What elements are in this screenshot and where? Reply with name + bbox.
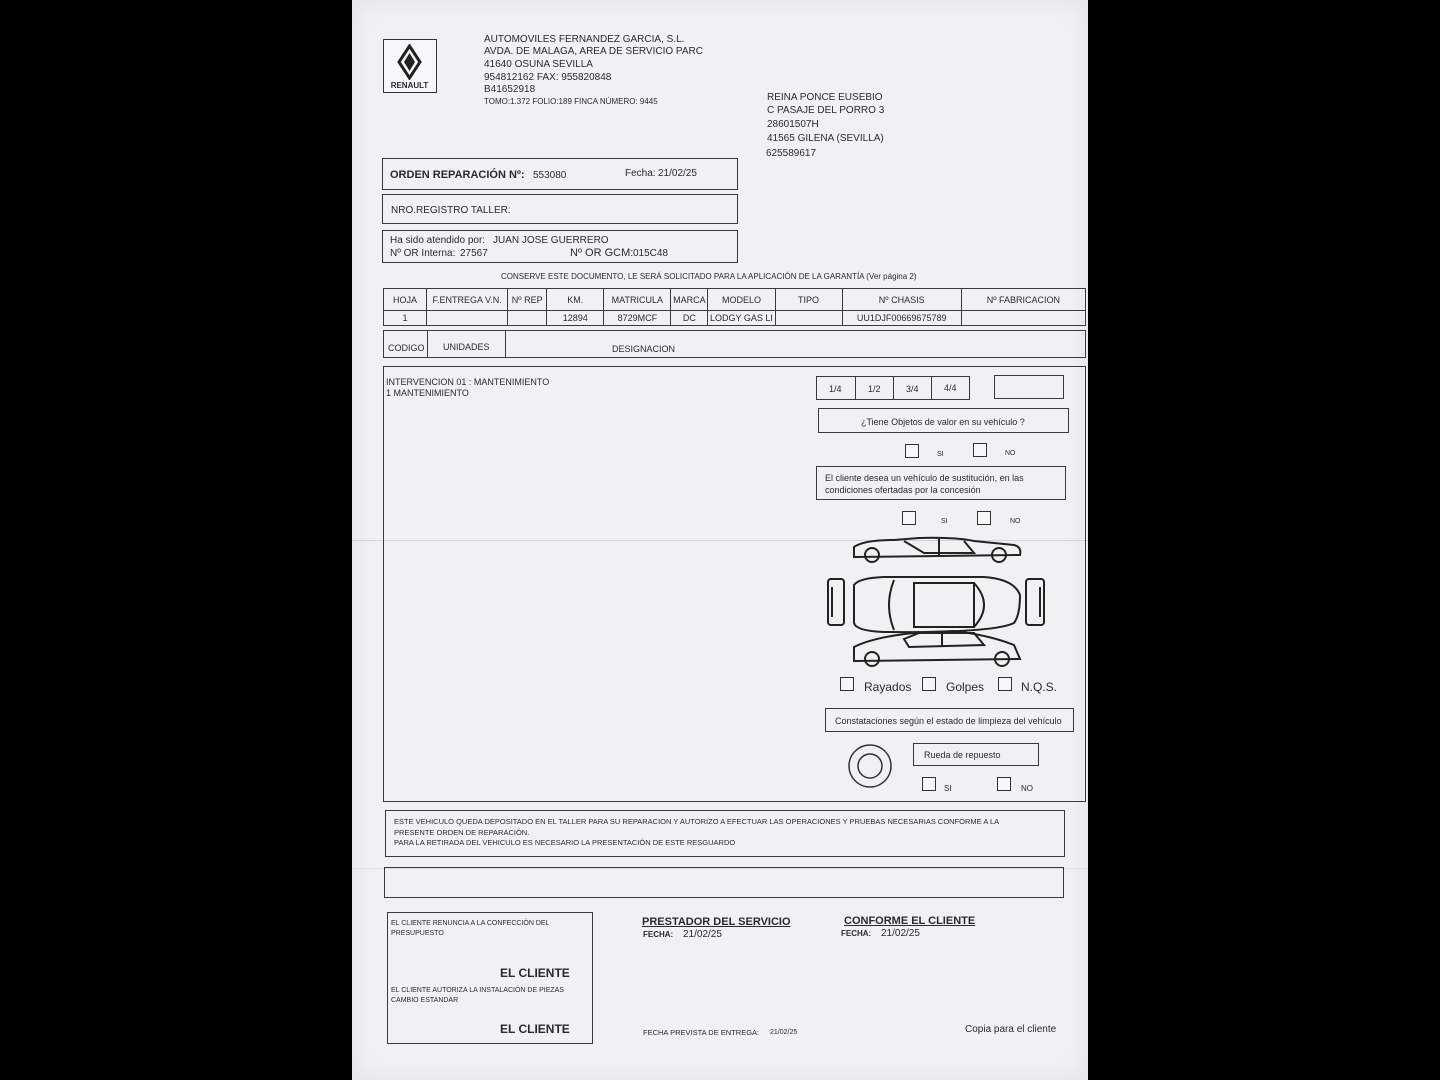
fuel-level-box [816,376,970,400]
cell-chasis: UU1DJF00669675789 [842,311,961,326]
delivery-label: FECHA PREVISTA DE ENTREGA: [643,1028,760,1037]
order-date: 21/02/25 [658,168,697,179]
header-km: KM. [547,289,604,311]
fuel-quarter[interactable]: 1/4 [829,384,842,394]
company-name: AUTOMOVILES FERNANDEZ GARCIA, S.L. [484,34,685,45]
scratches-label: Rayados [864,680,912,694]
spare-wheel-no-checkbox[interactable] [997,777,1011,791]
header-chasis: Nº CHASIS [842,289,961,311]
company-cif: B41652918 [484,84,536,95]
renounce-line1: EL CLIENTE RENUNCIA A LA CONFECCIÓN DEL [391,920,550,927]
cell-marca: DC [671,311,708,326]
provider-title: PRESTADOR DEL SERVICIO [642,916,791,928]
cell-modelo: LODGY GAS LI [708,311,775,326]
header-hoja: HOJA [384,289,427,311]
internal-label: Nº OR Interna: [390,248,456,259]
header-marca: MARCA [671,289,708,311]
valuables-box [818,408,1069,433]
cleanliness-label: Constataciones según el estado de limpieza del vehículo [835,716,1062,726]
spare-wheel-label: Rueda de repuesto [924,750,1001,760]
order-box [382,158,738,190]
valuables-no-label: NO [1005,450,1016,457]
client-city: 41565 GILENA (SEVILLA) [767,133,884,144]
cell-rep [508,311,547,326]
intervention-line1: INTERVENCION 01 : MANTENIMIENTO [386,377,550,387]
spare-wheel-no-label: NO [1021,784,1033,793]
cell-km: 12894 [547,311,604,326]
cell-hoja: 1 [384,311,427,326]
deposit-line3: PARA LA RETIRADA DEL VEHICULO ES NECESARIO LA PRESENTACIÓN DE ESTE RESGUARDO [394,838,736,847]
cell-tipo [775,311,842,326]
copy-label: Copia para el cliente [965,1024,1057,1035]
spare-wheel-yes-checkbox[interactable] [922,777,936,791]
substitute-line2: condiciones ofertadas por la concesión [825,485,981,495]
attended-label: Ha sido atendido por: [390,235,486,246]
repair-order-document [352,0,1088,1080]
cell-entrega [427,311,508,326]
spare-wheel-box [913,743,1039,766]
header-entrega: F.ENTREGA V.N. [427,289,508,311]
intervention-line2: 1 MANTENIMIENTO [386,388,469,398]
warranty-note: CONSERVE ESTE DOCUMENTO, LE SERÁ SOLICITADO PARA LA APLICACIÓN DE LA GARANTÍA (Ver página 2) [501,272,917,281]
order-date-label: Fecha: [625,168,656,179]
gcm-label: Nº OR GCM: [570,247,634,259]
wheel-icon [846,742,894,790]
renault-logo [383,39,437,93]
header-designacion: DESIGNACION [612,344,676,354]
fuel-half[interactable]: 1/2 [868,384,881,394]
authorize-line1: EL CLIENTE AUTORIZA LA INSTALACIÓN DE PIEZAS [391,987,564,994]
logo-brand-text: RENAULT [390,81,429,90]
left-margin [0,0,352,1080]
valuables-question: ¿Tiene Objetos de valor en su vehículo ? [861,417,1025,427]
header-matricula: MATRICULA [604,289,671,311]
client-id: 28601507H [767,119,819,130]
valuables-yes-checkbox[interactable] [905,444,919,458]
valuables-yes-label: SI [937,451,944,458]
authorize-client-signature: EL CLIENTE [500,1022,570,1036]
company-city: 41640 OSUNA SEVILLA [484,59,593,70]
provider-date: 21/02/25 [683,929,722,940]
client-name: REINA PONCE EUSEBIO [767,92,883,103]
fuel-three-quarters[interactable]: 3/4 [906,384,919,394]
renounce-box [387,912,593,1044]
provider-date-label: FECHA: [643,930,674,939]
blank-field [994,375,1064,399]
diamond-icon [384,44,435,80]
dents-label: Golpes [946,680,985,694]
delivery-date: 21/02/25 [770,1029,798,1036]
header-tipo: TIPO [775,289,842,311]
substitute-line1: El cliente desea un vehículo de sustitución, en las [825,473,1024,483]
dents-checkbox[interactable] [922,677,936,691]
vehicle-table [383,288,1086,326]
header-fabricacion: Nº FABRICACION [961,289,1085,311]
nqs-label: N.Q.S. [1021,680,1058,694]
order-number: 553080 [533,170,567,181]
gcm-number: 015C48 [633,248,669,259]
client-street: C PASAJE DEL PORRO 3 [767,105,885,116]
conform-title: CONFORME EL CLIENTE [844,915,976,927]
deposit-line1: ESTE VEHICULO QUEDA DEPOSITADO EN EL TALLER PARA SU REPARACION Y AUTORIZO A EFECTUAR LAS OPERACIONES Y PRUEBAS NECESARIAS CONFORME A LA [394,817,1000,826]
header-unidades: UNIDADES [443,342,490,352]
substitute-no-label: NO [1010,518,1021,525]
nqs-checkbox[interactable] [998,677,1012,691]
renounce-client-signature: EL CLIENTE [500,966,570,980]
cell-fabricacion [961,311,1085,326]
substitute-box [816,466,1066,500]
items-header [383,330,1086,358]
deposit-note-box [385,810,1065,857]
conform-date-label: FECHA: [841,929,872,938]
substitute-no-checkbox[interactable] [977,511,991,525]
cleanliness-box [825,708,1074,732]
header-rep: Nº REP [508,289,547,311]
substitute-yes-label: SI [941,518,948,525]
internal-number: 27567 [460,248,488,259]
authorize-line2: CAMBIO ESTANDAR [391,997,459,1004]
company-phone-fax: 954812162 FAX: 955820848 [484,72,612,83]
deposit-line2: PRESENTE ORDEN DE REPARACIÓN. [394,828,530,837]
cell-matricula: 8729MCF [604,311,671,326]
valuables-no-checkbox[interactable] [973,443,987,457]
header-codigo: CODIGO [388,343,425,353]
header-modelo: MODELO [708,289,775,311]
company-registry: TOMO:1.372 FOLIO:189 FINCA NÚMERO: 9445 [484,97,658,106]
registro-box [382,194,738,224]
right-margin [1088,0,1440,1080]
attended-box [382,230,738,263]
client-phone: 625589617 [766,148,817,159]
substitute-yes-checkbox[interactable] [902,511,916,525]
conform-date: 21/02/25 [881,928,920,939]
order-label: ORDEN REPARACIÓN Nº: [390,169,525,181]
spare-wheel-yes-label: SI [944,784,952,793]
renounce-line2: PRESUPUESTO [391,930,444,937]
attended-name: JUAN JOSE GUERRERO [493,235,609,246]
fuel-full[interactable]: 4/4 [944,383,957,393]
registro-label: NRO.REGISTRO TALLER: [391,205,511,216]
scratches-checkbox[interactable] [840,677,854,691]
company-address: AVDA. DE MALAGA, AREA DE SERVICIO PARC [484,46,703,57]
notes-field[interactable] [384,867,1064,898]
car-diagram-icon [824,535,1050,670]
